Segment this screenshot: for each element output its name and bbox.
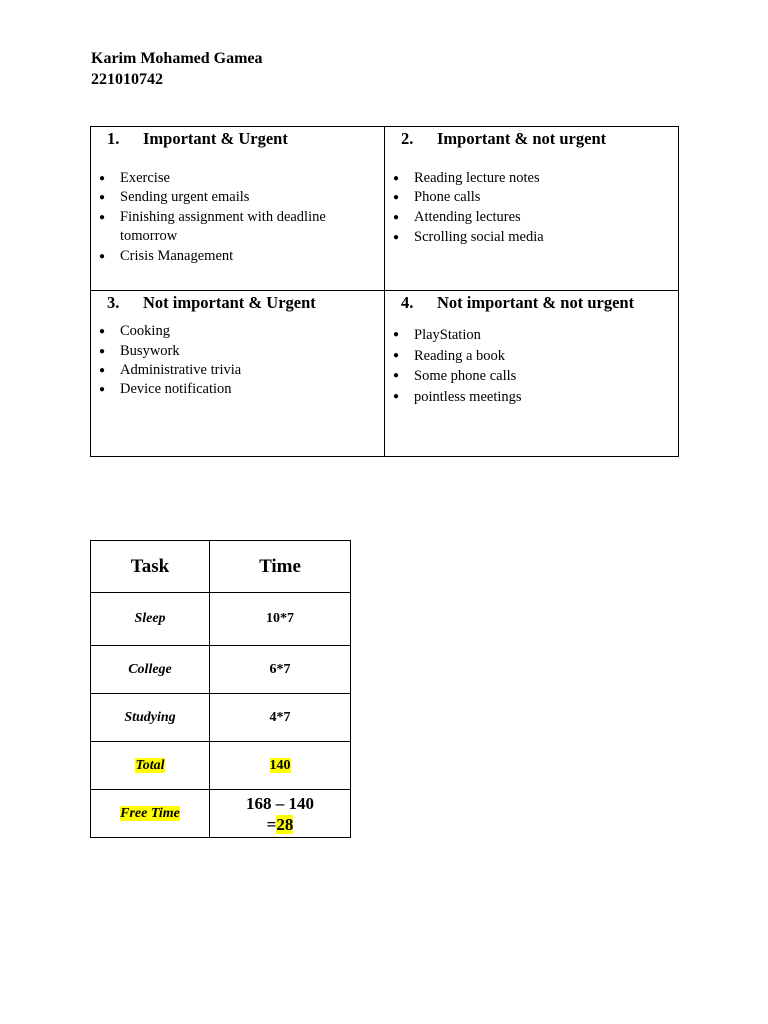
quadrant-title-text: Important & Urgent [143,129,288,148]
quadrant-list [91,322,384,399]
quadrant-number: 3. [107,293,120,313]
list-item [91,188,384,207]
eisenhower-matrix [90,126,679,457]
matrix-row-2 [91,291,679,457]
bullet-icon: ● [393,349,400,361]
list-item-text: Scrolling social media [414,228,544,245]
bullet-icon: ● [99,173,106,184]
list-item-text: Crisis Management [120,248,234,265]
bullet-icon: ● [99,251,106,263]
bullet-icon: ● [393,173,400,184]
bullet-icon: ● [99,384,106,396]
total-label: Total [135,757,165,773]
quadrant-title-text: Important & not urgent [437,129,607,148]
list-item [91,322,384,341]
free-time-result: 28 [276,814,294,834]
bullet-icon: ● [99,192,106,204]
bullet-icon: ● [99,211,106,223]
free-time-line-2 [210,814,350,835]
column-header-task: Task [91,541,210,593]
matrix-row-1 [91,127,679,291]
list-item-text: Sending urgent emails [120,189,250,206]
quadrant-number: 4. [401,293,414,313]
author-id: 221010742 [91,71,163,88]
quadrant-title-text: Not important & Urgent [143,293,316,313]
author-name: Karim Mohamed Gamea [91,50,263,67]
list-item [91,342,384,361]
list-item [385,366,678,387]
list-item-text: Phone calls [414,189,481,206]
quadrant-title [401,129,678,149]
bullet-icon: ● [99,326,106,338]
list-item [385,346,678,367]
list-item-text: Attending lectures [414,208,521,225]
list-item [91,208,384,247]
quadrant-important-not-urgent [385,127,679,291]
free-time-line-1: 168 – 140 [246,793,314,813]
bullet-icon: ● [99,365,106,377]
time-cell: 10*7 [210,593,351,646]
free-time-label: Free Time [120,805,180,821]
time-cell [210,742,351,790]
bullet-icon: ● [393,370,400,382]
time-cell: 6*7 [210,646,351,694]
bullet-icon: ● [393,192,400,204]
list-item-text: Busywork [120,342,180,359]
list-item [385,228,678,247]
list-item-text: Reading lecture notes [414,170,540,186]
quadrant-number: 1. [107,129,120,148]
list-item [91,380,384,399]
list-item-text: PlayStation [414,327,481,344]
table-row-free-time [91,790,351,838]
time-table [90,540,351,838]
equals-sign: = [266,814,277,834]
table-row [91,646,351,694]
bullet-icon: ● [393,211,400,223]
column-header-time: Time [210,541,351,593]
bullet-icon: ● [393,329,400,341]
task-cell [91,790,210,838]
list-item [385,169,678,188]
list-item [385,325,678,346]
list-item-text: Device notification [120,381,232,398]
list-item-text: Finishing assignment with deadline tomorrow [120,208,326,244]
table-header-row [91,541,351,593]
document-header [91,48,263,90]
list-item-text: Some phone calls [414,368,517,385]
quadrant-title-text: Not important & not urgent [437,293,635,313]
quadrant-title [401,293,678,313]
task-cell [91,742,210,790]
table-row [91,593,351,646]
list-item [91,361,384,380]
quadrant-title [107,293,384,313]
free-time-calculation [210,793,350,835]
quadrant-list [91,169,384,266]
quadrant-list [385,325,678,407]
bullet-icon: ● [393,231,400,243]
quadrant-list [385,169,678,247]
task-cell: Studying [91,694,210,742]
bullet-icon: ● [99,345,106,357]
bullet-icon: ● [393,390,400,402]
quadrant-title [107,129,384,149]
list-item-text: pointless meetings [414,388,522,405]
quadrant-number: 2. [401,129,414,148]
total-value: 140 [269,757,291,773]
task-cell: College [91,646,210,694]
task-cell: Sleep [91,593,210,646]
list-item [385,387,678,408]
quadrant-not-important-urgent [91,291,385,457]
time-cell: 4*7 [210,694,351,742]
list-item [385,208,678,227]
table-row-total [91,742,351,790]
list-item-text: Reading a book [414,347,506,364]
quadrant-not-important-not-urgent [385,291,679,457]
quadrant-important-urgent [91,127,385,291]
list-item [385,188,678,207]
list-item [91,169,384,188]
list-item [91,247,384,266]
table-row [91,694,351,742]
time-cell [210,790,351,838]
list-item-text: Administrative trivia [120,362,242,379]
list-item-text: Exercise [120,170,170,186]
list-item-text: Cooking [120,323,170,340]
